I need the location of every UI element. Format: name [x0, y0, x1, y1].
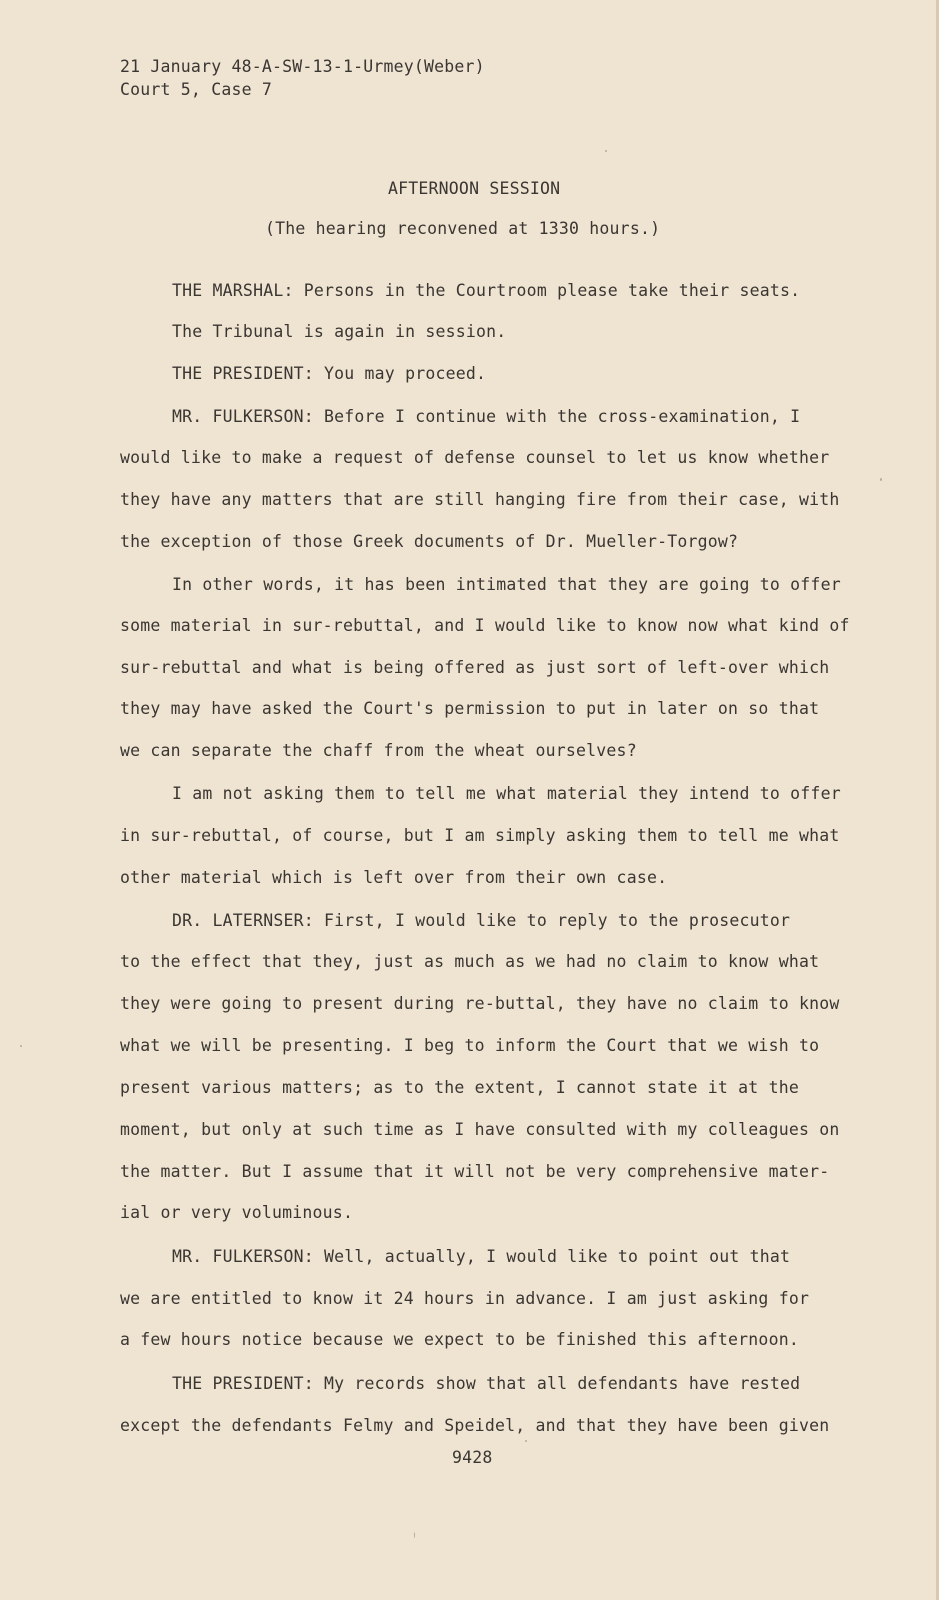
transcript-line: THE PRESIDENT: You may proceed. [172, 364, 487, 383]
session-note: (The hearing reconvened at 1330 hours.) [265, 219, 661, 238]
transcript-line: the matter. But I assume that it will not be very comprehensive mater- [120, 1162, 830, 1181]
document-header [120, 55, 485, 101]
paper-speck [880, 478, 882, 481]
transcript-line: DR. LATERNSER: First, I would like to reply to the prosecutor [172, 911, 791, 930]
transcript-line: In other words, it has been intimated that they are going to offer [172, 575, 841, 594]
transcript-line: I am not asking them to tell me what material they intend to offer [172, 784, 841, 803]
transcript-line: present various matters; as to the extent, I cannot state it at the [120, 1078, 799, 1097]
transcript-line: some material in sur-rebuttal, and I would like to know now what kind of [120, 616, 850, 635]
transcript-line: sur-rebuttal and what is being offered as just sort of left-over which [120, 658, 830, 677]
header-line-court-case: Court 5, Case 7 [120, 80, 273, 99]
transcript-line: we are entitled to know it 24 hours in advance. I am just asking for [120, 1289, 810, 1308]
transcript-line: they have any matters that are still hanging fire from their case, with [120, 490, 840, 509]
transcript-line: ial or very voluminous. [120, 1203, 354, 1222]
transcript-line: in sur-rebuttal, of course, but I am simply asking them to tell me what [120, 826, 840, 845]
transcript-line: The Tribunal is again in session. [172, 322, 507, 341]
paper-speck [605, 150, 607, 152]
paper-speck [20, 1045, 22, 1047]
transcript-line: what we will be presenting. I beg to inform the Court that we wish to [120, 1036, 820, 1055]
transcript-line: MR. FULKERSON: Before I continue with the cross-examination, I [172, 407, 801, 426]
transcript-line: THE MARSHAL: Persons in the Courtroom please take their seats. [172, 281, 801, 300]
transcript-line: a few hours notice because we expect to be finished this afternoon. [120, 1330, 799, 1349]
transcript-line: we can separate the chaff from the wheat ourselves? [120, 741, 637, 760]
transcript-line: other material which is left over from their own case. [120, 868, 668, 887]
transcript-line: moment, but only at such time as I have consulted with my colleagues on [120, 1120, 840, 1139]
header-line-date-reference: 21 January 48-A-SW-13-1-Urmey(Weber) [120, 57, 485, 76]
transcript-line: would like to make a request of defense counsel to let us know whether [120, 448, 830, 467]
session-title: AFTERNOON SESSION [388, 179, 561, 198]
transcript-line: they were going to present during re-buttal, they have no claim to know [120, 994, 840, 1013]
transcript-line: THE PRESIDENT: My records show that all defendants have rested [172, 1374, 801, 1393]
transcript-line: they may have asked the Court's permission to put in later on so that [120, 699, 820, 718]
transcript-line: except the defendants Felmy and Speidel, and that they have been given [120, 1416, 830, 1435]
paper-speck [525, 1440, 527, 1442]
page-number: 9428 [452, 1448, 493, 1467]
transcript-line: MR. FULKERSON: Well, actually, I would like to point out that [172, 1247, 791, 1266]
paper-speck [414, 1532, 415, 1538]
transcript-line: the exception of those Greek documents of Dr. Mueller-Torgow? [120, 532, 739, 551]
transcript-line: to the effect that they, just as much as we had no claim to know what [120, 952, 820, 971]
